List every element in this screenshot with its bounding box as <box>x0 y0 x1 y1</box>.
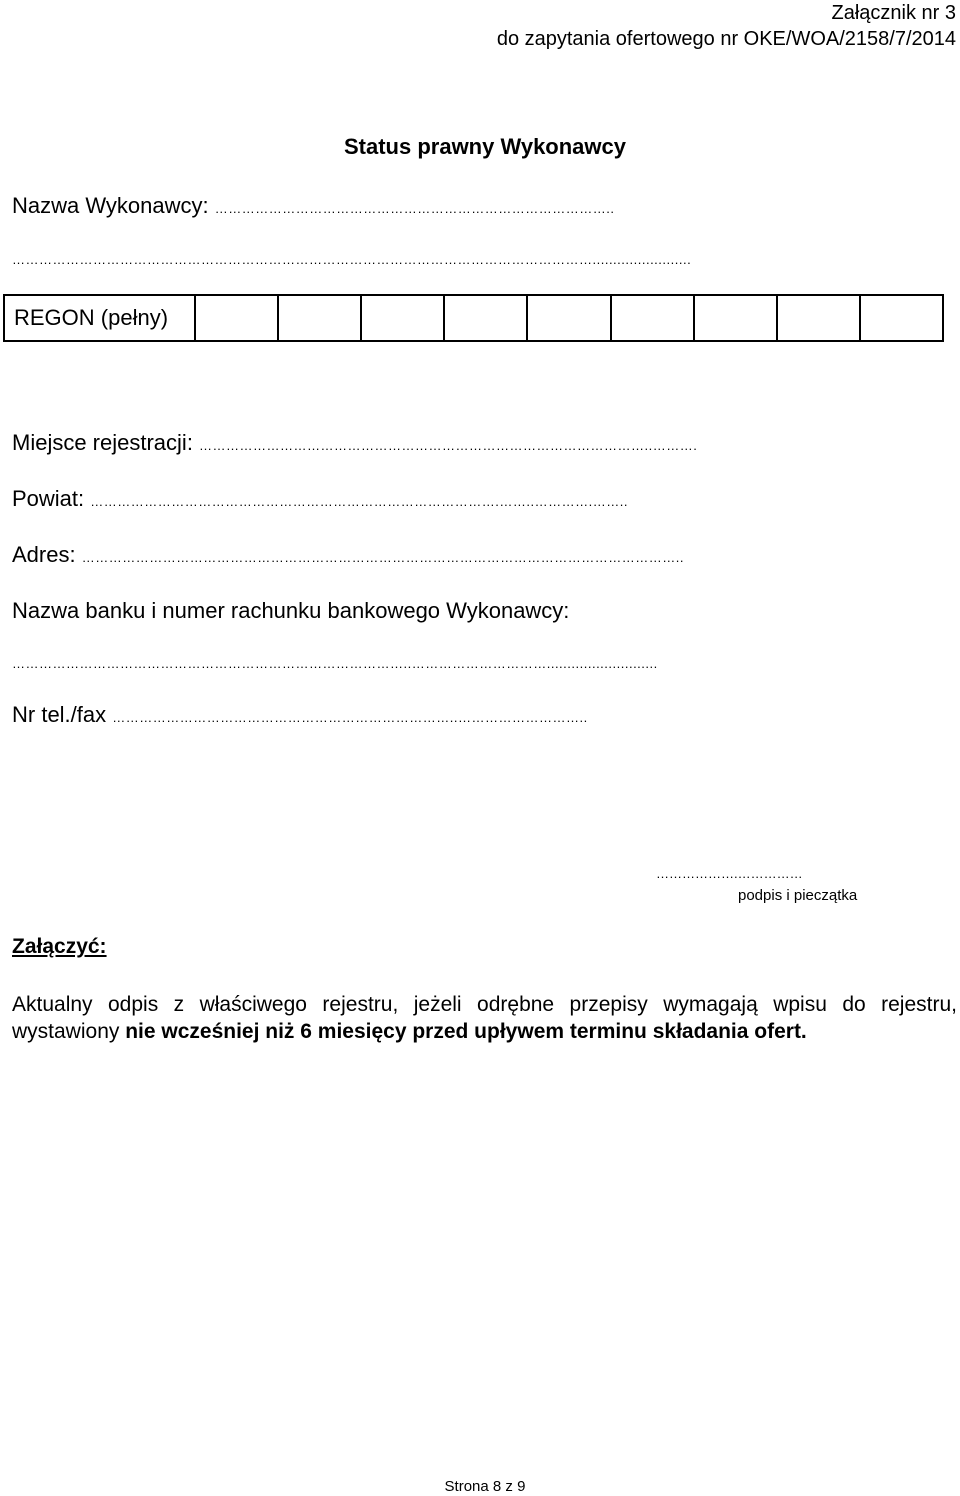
contractor-name-label: Nazwa Wykonawcy: <box>12 193 215 218</box>
address-dots: …………………………………………………………………………………………………………………….. <box>81 550 684 565</box>
attachments-text-regular: Aktualny odpis z właściwego rejestru, jeżeli odrębne przepisy wymagają wpisu do rejestru, wystawiony <box>12 993 957 1043</box>
regon-cell <box>526 296 609 340</box>
address-label: Adres: <box>12 542 82 567</box>
regon-cell <box>693 296 776 340</box>
signature-label: podpis i pieczątka <box>738 887 858 904</box>
regon-cell <box>776 296 859 340</box>
annex-number: Załącznik nr 3 <box>831 2 956 24</box>
phone-fax-dots: …………………………………………………………………..……………………….. <box>112 710 588 725</box>
contractor-name-dots: …………………………………………………………………………….. <box>214 201 615 216</box>
regon-cell <box>610 296 693 340</box>
attachments-text <box>12 991 957 1045</box>
county-label: Powiat: <box>12 486 91 511</box>
attachments-text-bold: nie wcześniej niż 6 miesięcy przed upływem terminu składania ofert. <box>125 1020 807 1043</box>
regon-label: REGON (pełny) <box>14 305 169 330</box>
registration-place-dots: ………………………………………………………………………………………..………. <box>199 438 698 453</box>
regon-cell <box>194 296 277 340</box>
regon-cell <box>859 296 942 340</box>
bank-account-dots: ……………………………………………………………………………..…………………………........................... <box>12 656 658 671</box>
contractor-name-continuation: …………………………………………………………………………………………………………………........................ <box>12 252 692 267</box>
page-number: Strona 8 z 9 <box>444 1478 526 1495</box>
signature-dots: ……………….…………… <box>656 866 803 881</box>
address-field <box>12 542 684 568</box>
bank-account-label: Nazwa banku i numer rachunku bankowego Wykonawcy: <box>12 598 570 623</box>
county-field <box>12 486 628 512</box>
registration-place-label: Miejsce rejestracji: <box>12 430 200 455</box>
regon-cell <box>277 296 360 340</box>
regon-cell <box>360 296 443 340</box>
attachments-heading: Załączyć: <box>12 935 107 958</box>
document-title: Status prawny Wykonawcy <box>343 134 626 159</box>
regon-grid <box>3 294 944 342</box>
phone-fax-label: Nr tel./fax <box>12 702 113 727</box>
county-dots: ……………………………………………………………………………….……..………….…….. <box>90 494 628 509</box>
contractor-name-field <box>12 193 614 219</box>
phone-fax-field <box>12 702 588 728</box>
regon-cell <box>443 296 526 340</box>
registration-place-field <box>12 430 697 456</box>
inquiry-reference: do zapytania ofertowego nr OKE/WOA/2158/7/2014 <box>496 28 956 50</box>
